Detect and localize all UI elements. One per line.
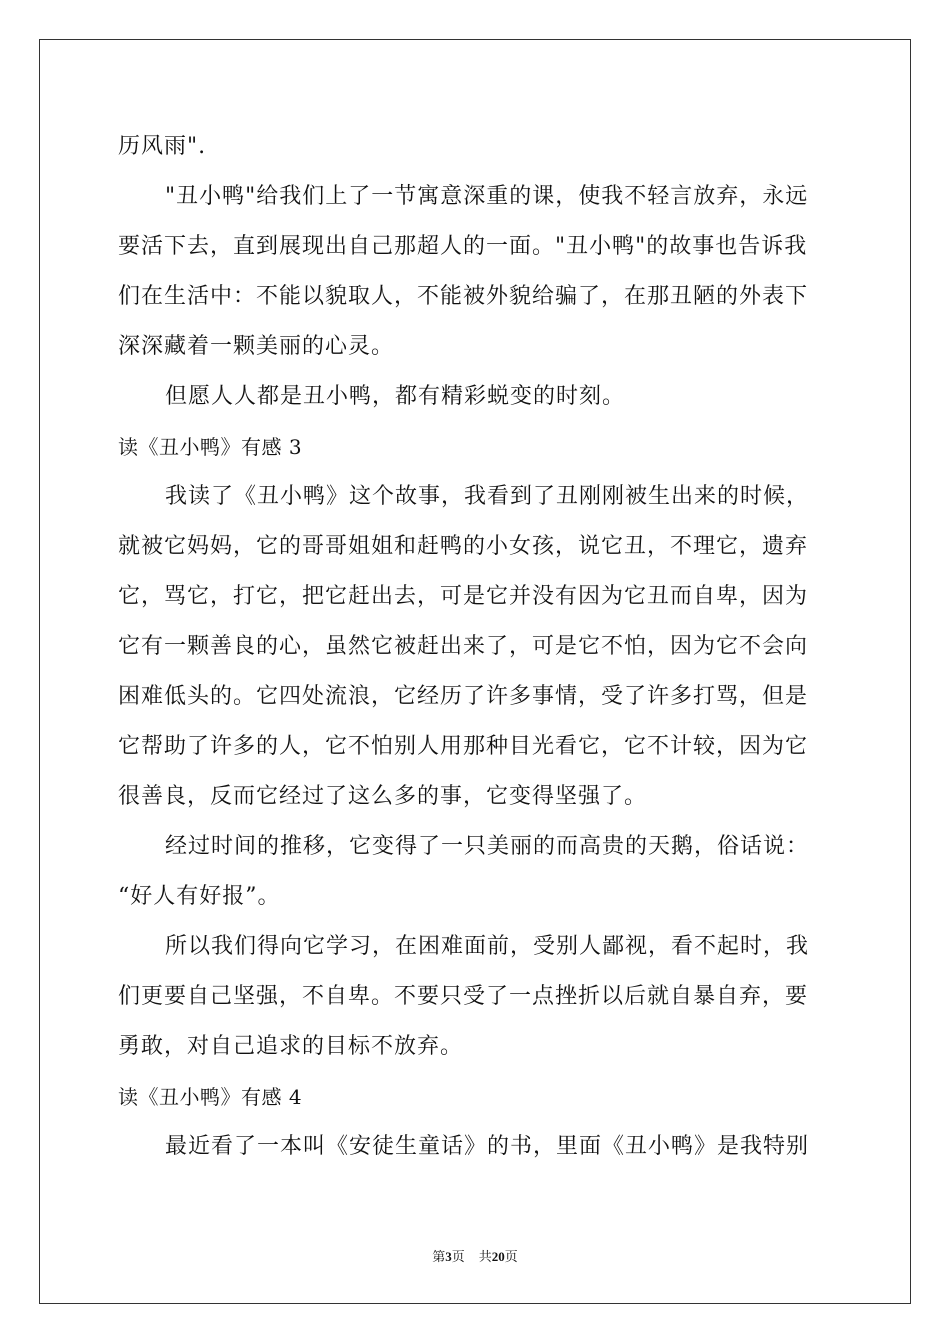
paragraph-line: 但愿人人都是丑小鸭，都有精彩蜕变的时刻。 (165, 384, 626, 409)
paragraph-line: 最近看了一本叫《安徒生童话》的书，里面《丑小鸭》是我特别 (165, 1134, 810, 1159)
total-page-count: 20 (491, 1249, 505, 1264)
paragraph-line: "丑小鸭"给我们上了一节寓意深重的课，使我不轻言放弃，永远 (165, 184, 809, 209)
page-footer (0, 1248, 950, 1266)
paragraph-line: 所以我们得向它学习，在困难面前，受别人鄙视，看不起时，我 (165, 934, 810, 959)
section-heading: 读《丑小鸭》有感 4 (118, 1085, 303, 1109)
document-body (118, 122, 834, 1172)
current-page-number: 3 (445, 1249, 452, 1264)
paragraph-line: 它有一颗善良的心，虽然它被赶出来了，可是它不怕，因为它不会向 (118, 634, 809, 659)
paragraph-line: 很善良，反而它经过了这么多的事，它变得坚强了。 (118, 784, 648, 809)
page-unit: 页 (451, 1249, 465, 1264)
paragraph-line: 历风雨". (118, 134, 207, 159)
paragraph-line: 们更要自己坚强，不自卑。不要只受了一点挫折以后就自暴自弃，要 (118, 984, 809, 1009)
section-heading: 读《丑小鸭》有感 3 (118, 435, 303, 459)
paragraph-line: 它，骂它，打它，把它赶出去，可是它并没有因为它丑而自卑，因为 (118, 584, 809, 609)
paragraph-line: 就被它妈妈，它的哥哥姐姐和赶鸭的小女孩，说它丑，不理它，遗弃 (118, 534, 809, 559)
paragraph-line: 困难低头的。它四处流浪，它经历了许多事情，受了许多打骂，但是 (118, 684, 809, 709)
paragraph-line: 深深藏着一颗美丽的心灵。 (118, 334, 395, 359)
total-unit: 页 (504, 1249, 518, 1264)
paragraph-line: 经过时间的推移，它变得了一只美丽的而高贵的天鹅，俗话说： (165, 834, 810, 859)
paragraph-line: 它帮助了许多的人，它不怕别人用那种目光看它，它不计较，因为它 (118, 734, 809, 759)
total-prefix: 共 (478, 1249, 492, 1264)
paragraph-line: 我读了《丑小鸭》这个故事，我看到了丑刚刚被生出来的时候， (165, 484, 810, 509)
paragraph-line: “好人有好报”。 (118, 884, 281, 909)
paragraph-line: 勇敢，对自己追求的目标不放弃。 (118, 1034, 464, 1059)
paragraph-line: 们在生活中：不能以貌取人，不能被外貌给骗了，在那丑陋的外表下 (118, 284, 809, 309)
page-prefix: 第 (432, 1249, 446, 1264)
paragraph-line: 要活下去，直到展现出自己那超人的一面。"丑小鸭"的故事也告诉我 (118, 234, 808, 259)
